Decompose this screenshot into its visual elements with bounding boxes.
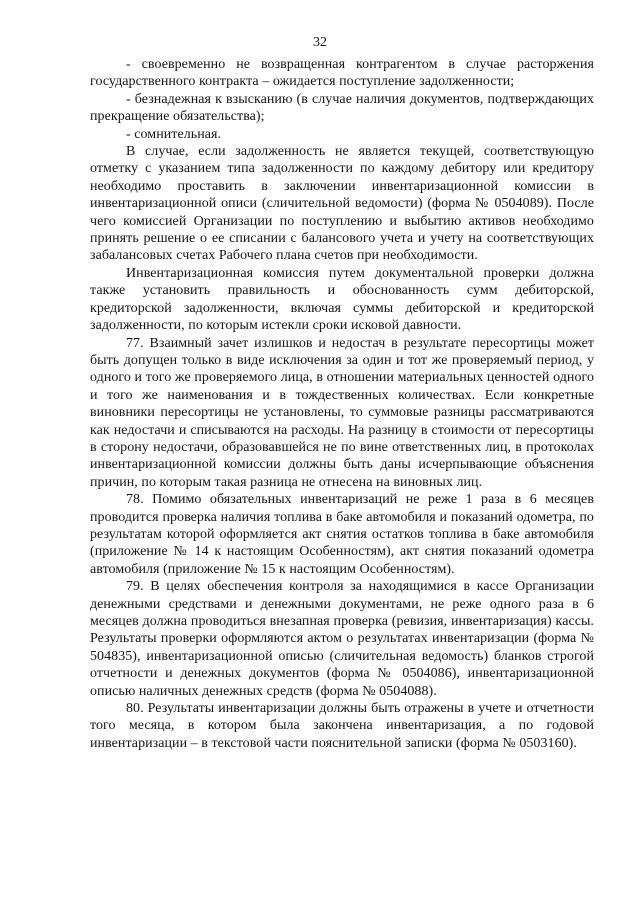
document-body [90,56,594,752]
paragraph: - своевременно не возвращенная контрагентом в случае расторжения государственного контракта – ожидается поступление задолженности; [90,57,594,90]
paragraph: Инвентаризационная комиссия путем документальной проверки должна также установить правильность и обоснованность сумм дебиторской, кредиторской задолженности, включая суммы дебиторской и кредиторской задолженности, по которым истекли сроки исковой давности. [90,265,594,334]
page-number: 32 [313,35,327,50]
paragraph: В случае, если задолженность не является текущей, соответствующую отметку с указанием типа задолженности по каждому дебитору или кредитору необходимо проставить в заключении инвентаризационной комиссии в инвентаризационной описи (сличительной ведомости) (форма № 0504089). После чего комиссией Организации по поступлению и выбытию активов необходимо принять решение о ее списании с балансового учета и учету на соответствующих забалансовых счетах Рабочего плана счетов при необходимости. [90,144,594,264]
paragraph: - сомнительная. [126,126,222,142]
paragraph: 80. Результаты инвентаризации должны быть отражены в учете и отчетности того месяца, в котором была закончена инвентаризация, а по годовой инвентаризации – в текстовой части пояснительной записки (форма № 0503160). [90,701,594,751]
paragraph: - безнадежная к взысканию (в случае наличия документов, подтверждающих прекращение обязательства); [90,91,594,125]
paragraph: 79. В целях обеспечения контроля за находящимися в кассе Организации денежными средствами и денежными документами, не реже одного раза в 6 месяцев должна проводиться внезапная проверка (ревизия, инвентаризация) кассы. Результаты проверки оформляются актом о результатах инвентаризации (форма № 504835), инвентаризационной описью (сличительная ведомость) бланков строгой отчетности и денежных документов (форма № 0504086), инвентаризационной описью наличных денежных средств (форма № 0504088). [90,579,594,699]
paragraph: 78. Помимо обязательных инвентаризаций не реже 1 раза в 6 месяцев проводится проверка наличия топлива в баке автомобиля и показаний одометра, по результатам которой оформляется акт снятия остатков топлива в баке автомобиля (приложение № 14 к настоящим Особенностям), акт снятия показаний одометра автомобиля (приложение № 15 к настоящим Особенностям). [90,492,594,577]
paragraph: 77. Взаимный зачет излишков и недостач в результате пересортицы может быть допущен только в виде исключения за один и тот же проверяемый период, у одного и того же проверяемого лица, в отношении материальных ценностей одного и того же наименования и в тождественных количествах. Если конкретные виновники пересортицы не установлены, то суммовые разницы рассматриваются как недостачи и списываются на расходы. На разницу в стоимости от пересортицы в сторону недостачи, образовавшейся не по вине ответственных лиц, в протоколах инвентаризационной комиссии должны быть даны исчерпывающие объяснения причин, по которым такая разница не отнесена на виновных лиц. [90,335,594,490]
